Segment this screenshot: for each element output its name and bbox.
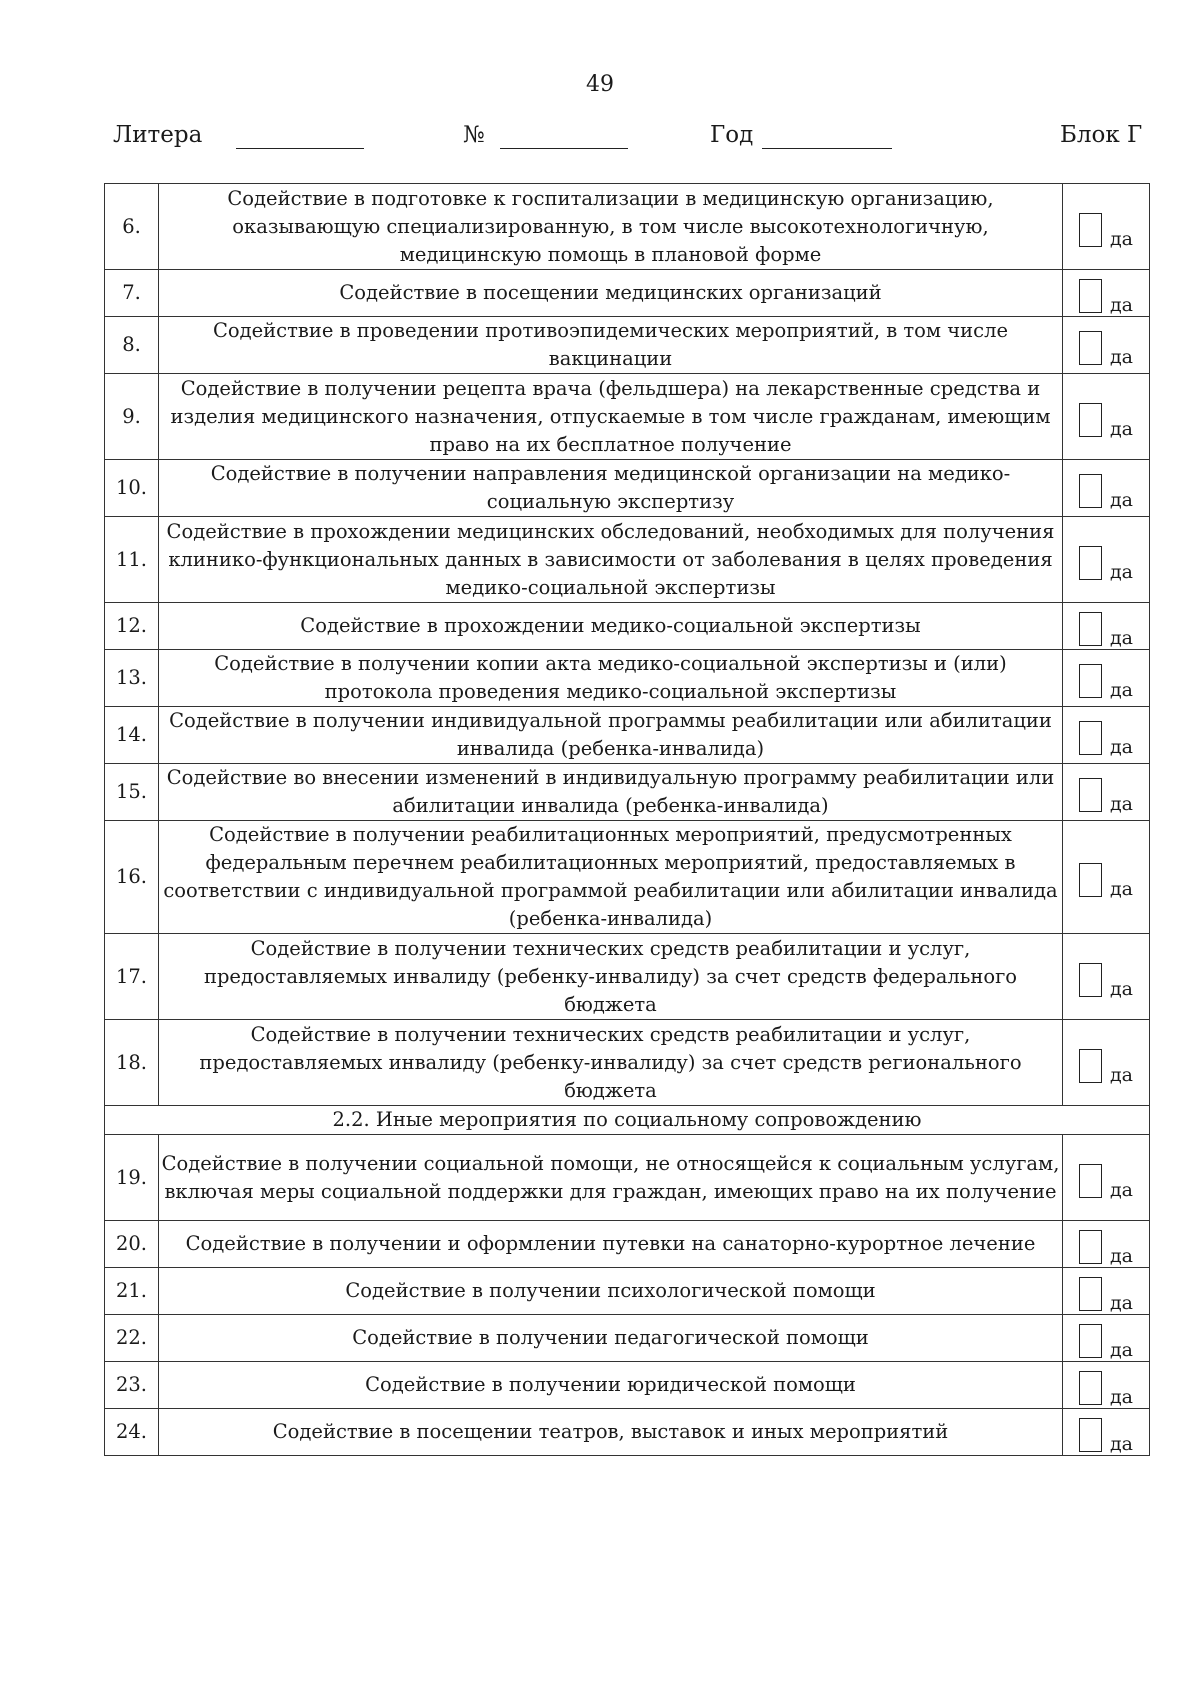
number-label: № xyxy=(463,122,485,148)
table-row xyxy=(105,1268,1150,1315)
yes-checkbox[interactable] xyxy=(1079,1418,1102,1452)
page-number: 49 xyxy=(586,72,614,97)
table-row xyxy=(105,317,1150,374)
yes-label: да xyxy=(1109,417,1134,440)
row-number: 12. xyxy=(105,603,159,650)
yes-checkbox[interactable] xyxy=(1079,403,1102,437)
row-number: 8. xyxy=(105,317,159,374)
section-header-row xyxy=(105,1106,1150,1135)
table-row xyxy=(105,1221,1150,1268)
section-group xyxy=(105,1106,1150,1135)
row-number: 16. xyxy=(105,821,159,934)
yes-label: да xyxy=(1109,227,1134,250)
yes-checkbox[interactable] xyxy=(1079,612,1102,646)
yes-checkbox[interactable] xyxy=(1079,474,1102,508)
yes-label: да xyxy=(1109,1339,1134,1361)
table-row xyxy=(105,374,1150,460)
row-number: 10. xyxy=(105,460,159,517)
checkbox-group xyxy=(1063,857,1149,900)
litera-label: Литера xyxy=(113,122,203,148)
yes-label: да xyxy=(1109,294,1134,316)
row-description: Содействие в получении направления медицинской организации на медико-социальную экспертизу xyxy=(159,460,1063,517)
table-row xyxy=(105,650,1150,707)
table-row xyxy=(105,1315,1150,1362)
row-check-cell xyxy=(1063,821,1150,934)
row-description: Содействие в прохождении медико-социальной экспертизы xyxy=(159,603,1063,650)
row-check-cell xyxy=(1063,317,1150,374)
yes-checkbox[interactable] xyxy=(1079,1164,1102,1198)
row-check-cell xyxy=(1063,184,1150,270)
yes-label: да xyxy=(1109,1386,1134,1408)
row-number: 9. xyxy=(105,374,159,460)
row-check-cell xyxy=(1063,1315,1150,1362)
row-description: Содействие в получении юридической помощи xyxy=(159,1362,1063,1409)
row-description: Содействие в получении копии акта медико-социальной экспертизы и (или) протокола проведения медико-социальной экспертизы xyxy=(159,650,1063,707)
row-description: Содействие в получении технических средств реабилитации и услуг, предоставляемых инвалиду (ребенку-инвалиду) за счет средств регионального бюджета xyxy=(159,1020,1063,1106)
yes-label: да xyxy=(1109,560,1134,583)
yes-label: да xyxy=(1109,1178,1134,1201)
form-header xyxy=(0,122,1200,154)
yes-label: да xyxy=(1109,489,1134,511)
row-number: 18. xyxy=(105,1020,159,1106)
row-number: 24. xyxy=(105,1409,159,1456)
checkbox-group xyxy=(1063,606,1149,649)
table-row xyxy=(105,764,1150,821)
row-description: Содействие в получении педагогической помощи xyxy=(159,1315,1063,1362)
row-check-cell xyxy=(1063,1362,1150,1409)
checkbox-group xyxy=(1063,1365,1149,1408)
other-measures-group xyxy=(105,1135,1150,1456)
checkbox-group xyxy=(1063,957,1149,1000)
yes-checkbox[interactable] xyxy=(1079,331,1102,365)
row-number: 11. xyxy=(105,517,159,603)
table-row xyxy=(105,1020,1150,1106)
row-description: Содействие в прохождении медицинских обследований, необходимых для получения клинико-функциональных данных в зависимости от заболевания в целях проведения медико-социальной экспертизы xyxy=(159,517,1063,603)
row-description: Содействие в проведении противоэпидемических мероприятий, в том числе вакцинации xyxy=(159,317,1063,374)
litera-field[interactable] xyxy=(236,148,364,149)
checkbox-group xyxy=(1063,715,1149,758)
checkbox-group xyxy=(1063,1224,1149,1267)
row-description: Содействие в получении технических средств реабилитации и услуг, предоставляемых инвалиду (ребенку-инвалиду) за счет средств федерального бюджета xyxy=(159,934,1063,1020)
yes-checkbox[interactable] xyxy=(1079,863,1102,897)
row-check-cell xyxy=(1063,374,1150,460)
measures-table xyxy=(104,183,1150,1456)
yes-label: да xyxy=(1109,1063,1134,1086)
row-description: Содействие в посещении театров, выставок и иных мероприятий xyxy=(159,1409,1063,1456)
yes-label: да xyxy=(1109,1433,1134,1455)
row-number: 19. xyxy=(105,1135,159,1221)
checkbox-group xyxy=(1063,1158,1149,1201)
yes-label: да xyxy=(1109,1292,1134,1314)
row-description: Содействие во внесении изменений в индивидуальную программу реабилитации или абилитации инвалида (ребенка-инвалида) xyxy=(159,764,1063,821)
row-number: 17. xyxy=(105,934,159,1020)
checkbox-group xyxy=(1063,1043,1149,1086)
row-check-cell xyxy=(1063,603,1150,650)
row-check-cell xyxy=(1063,1221,1150,1268)
table-row xyxy=(105,603,1150,650)
row-number: 22. xyxy=(105,1315,159,1362)
row-number: 15. xyxy=(105,764,159,821)
row-description: Содействие в получении психологической помощи xyxy=(159,1268,1063,1315)
row-description: Содействие в получении индивидуальной программы реабилитации или абилитации инвалида (ребенка-инвалида) xyxy=(159,707,1063,764)
yes-checkbox[interactable] xyxy=(1079,1230,1102,1264)
table-row xyxy=(105,270,1150,317)
table-row xyxy=(105,821,1150,934)
row-check-cell xyxy=(1063,764,1150,821)
checkbox-group xyxy=(1063,468,1149,511)
row-check-cell xyxy=(1063,1268,1150,1315)
checkbox-group xyxy=(1063,207,1149,250)
checkbox-group xyxy=(1063,397,1149,440)
row-check-cell xyxy=(1063,934,1150,1020)
table-row xyxy=(105,1362,1150,1409)
checkbox-group xyxy=(1063,772,1149,815)
table-row xyxy=(105,460,1150,517)
row-check-cell xyxy=(1063,460,1150,517)
table-row xyxy=(105,1135,1150,1221)
row-number: 13. xyxy=(105,650,159,707)
row-check-cell xyxy=(1063,1409,1150,1456)
checkbox-group xyxy=(1063,273,1149,316)
yes-label: да xyxy=(1109,977,1134,1000)
yes-checkbox[interactable] xyxy=(1079,664,1102,698)
yes-checkbox[interactable] xyxy=(1079,213,1102,247)
year-field[interactable] xyxy=(762,148,892,149)
row-number: 6. xyxy=(105,184,159,270)
row-number: 14. xyxy=(105,707,159,764)
table-row xyxy=(105,184,1150,270)
checkbox-group xyxy=(1063,540,1149,583)
row-description: Содействие в получении социальной помощи, не относящейся к социальным услугам, включая меры социальной поддержки для граждан, имеющих право на их получение xyxy=(159,1135,1063,1221)
checkbox-group xyxy=(1063,1412,1149,1455)
yes-label: да xyxy=(1109,627,1134,649)
block-label: Блок Г xyxy=(1060,122,1143,148)
yes-checkbox[interactable] xyxy=(1079,721,1102,755)
number-field[interactable] xyxy=(500,148,628,149)
yes-label: да xyxy=(1109,346,1134,368)
table-row xyxy=(105,1409,1150,1456)
yes-label: да xyxy=(1109,679,1134,701)
table-row xyxy=(105,707,1150,764)
row-description: Содействие в посещении медицинских организаций xyxy=(159,270,1063,317)
checkbox-group xyxy=(1063,1318,1149,1361)
row-description: Содействие в получении рецепта врача (фельдшера) на лекарственные средства и изделия медицинского назначения, отпускаемые в том числе гражданам, имеющим право на их бесплатное получение xyxy=(159,374,1063,460)
row-number: 23. xyxy=(105,1362,159,1409)
yes-checkbox[interactable] xyxy=(1079,1371,1102,1405)
yes-label: да xyxy=(1109,736,1134,758)
medical-measures-group xyxy=(105,184,1150,1106)
row-description: Содействие в получении реабилитационных мероприятий, предусмотренных федеральным перечнем реабилитационных мероприятий, предоставляемых в соответствии с индивидуальной программой реабилитации или абилитации инвалида (ребенка-инвалида) xyxy=(159,821,1063,934)
row-check-cell xyxy=(1063,1135,1150,1221)
yes-checkbox[interactable] xyxy=(1079,1277,1102,1311)
row-check-cell xyxy=(1063,1020,1150,1106)
yes-label: да xyxy=(1109,1245,1134,1267)
yes-checkbox[interactable] xyxy=(1079,1324,1102,1358)
yes-checkbox[interactable] xyxy=(1079,963,1102,997)
table-row xyxy=(105,934,1150,1020)
row-check-cell xyxy=(1063,270,1150,317)
checkbox-group xyxy=(1063,325,1149,368)
yes-checkbox[interactable] xyxy=(1079,546,1102,580)
yes-checkbox[interactable] xyxy=(1079,279,1102,313)
row-check-cell xyxy=(1063,517,1150,603)
yes-label: да xyxy=(1109,878,1134,900)
checkbox-group xyxy=(1063,658,1149,701)
row-check-cell xyxy=(1063,707,1150,764)
yes-checkbox[interactable] xyxy=(1079,1049,1102,1083)
row-description: Содействие в получении и оформлении путевки на санаторно-курортное лечение xyxy=(159,1221,1063,1268)
year-label: Год xyxy=(710,122,754,148)
yes-checkbox[interactable] xyxy=(1079,778,1102,812)
row-description: Содействие в подготовке к госпитализации в медицинскую организацию, оказывающую специализированную, в том числе высокотехнологичную, медицинскую помощь в плановой форме xyxy=(159,184,1063,270)
table-row xyxy=(105,517,1150,603)
yes-label: да xyxy=(1109,793,1134,815)
row-number: 21. xyxy=(105,1268,159,1315)
section-title: 2.2. Иные мероприятия по социальному сопровождению xyxy=(105,1106,1150,1135)
checkbox-group xyxy=(1063,1271,1149,1314)
row-check-cell xyxy=(1063,650,1150,707)
row-number: 7. xyxy=(105,270,159,317)
row-number: 20. xyxy=(105,1221,159,1268)
